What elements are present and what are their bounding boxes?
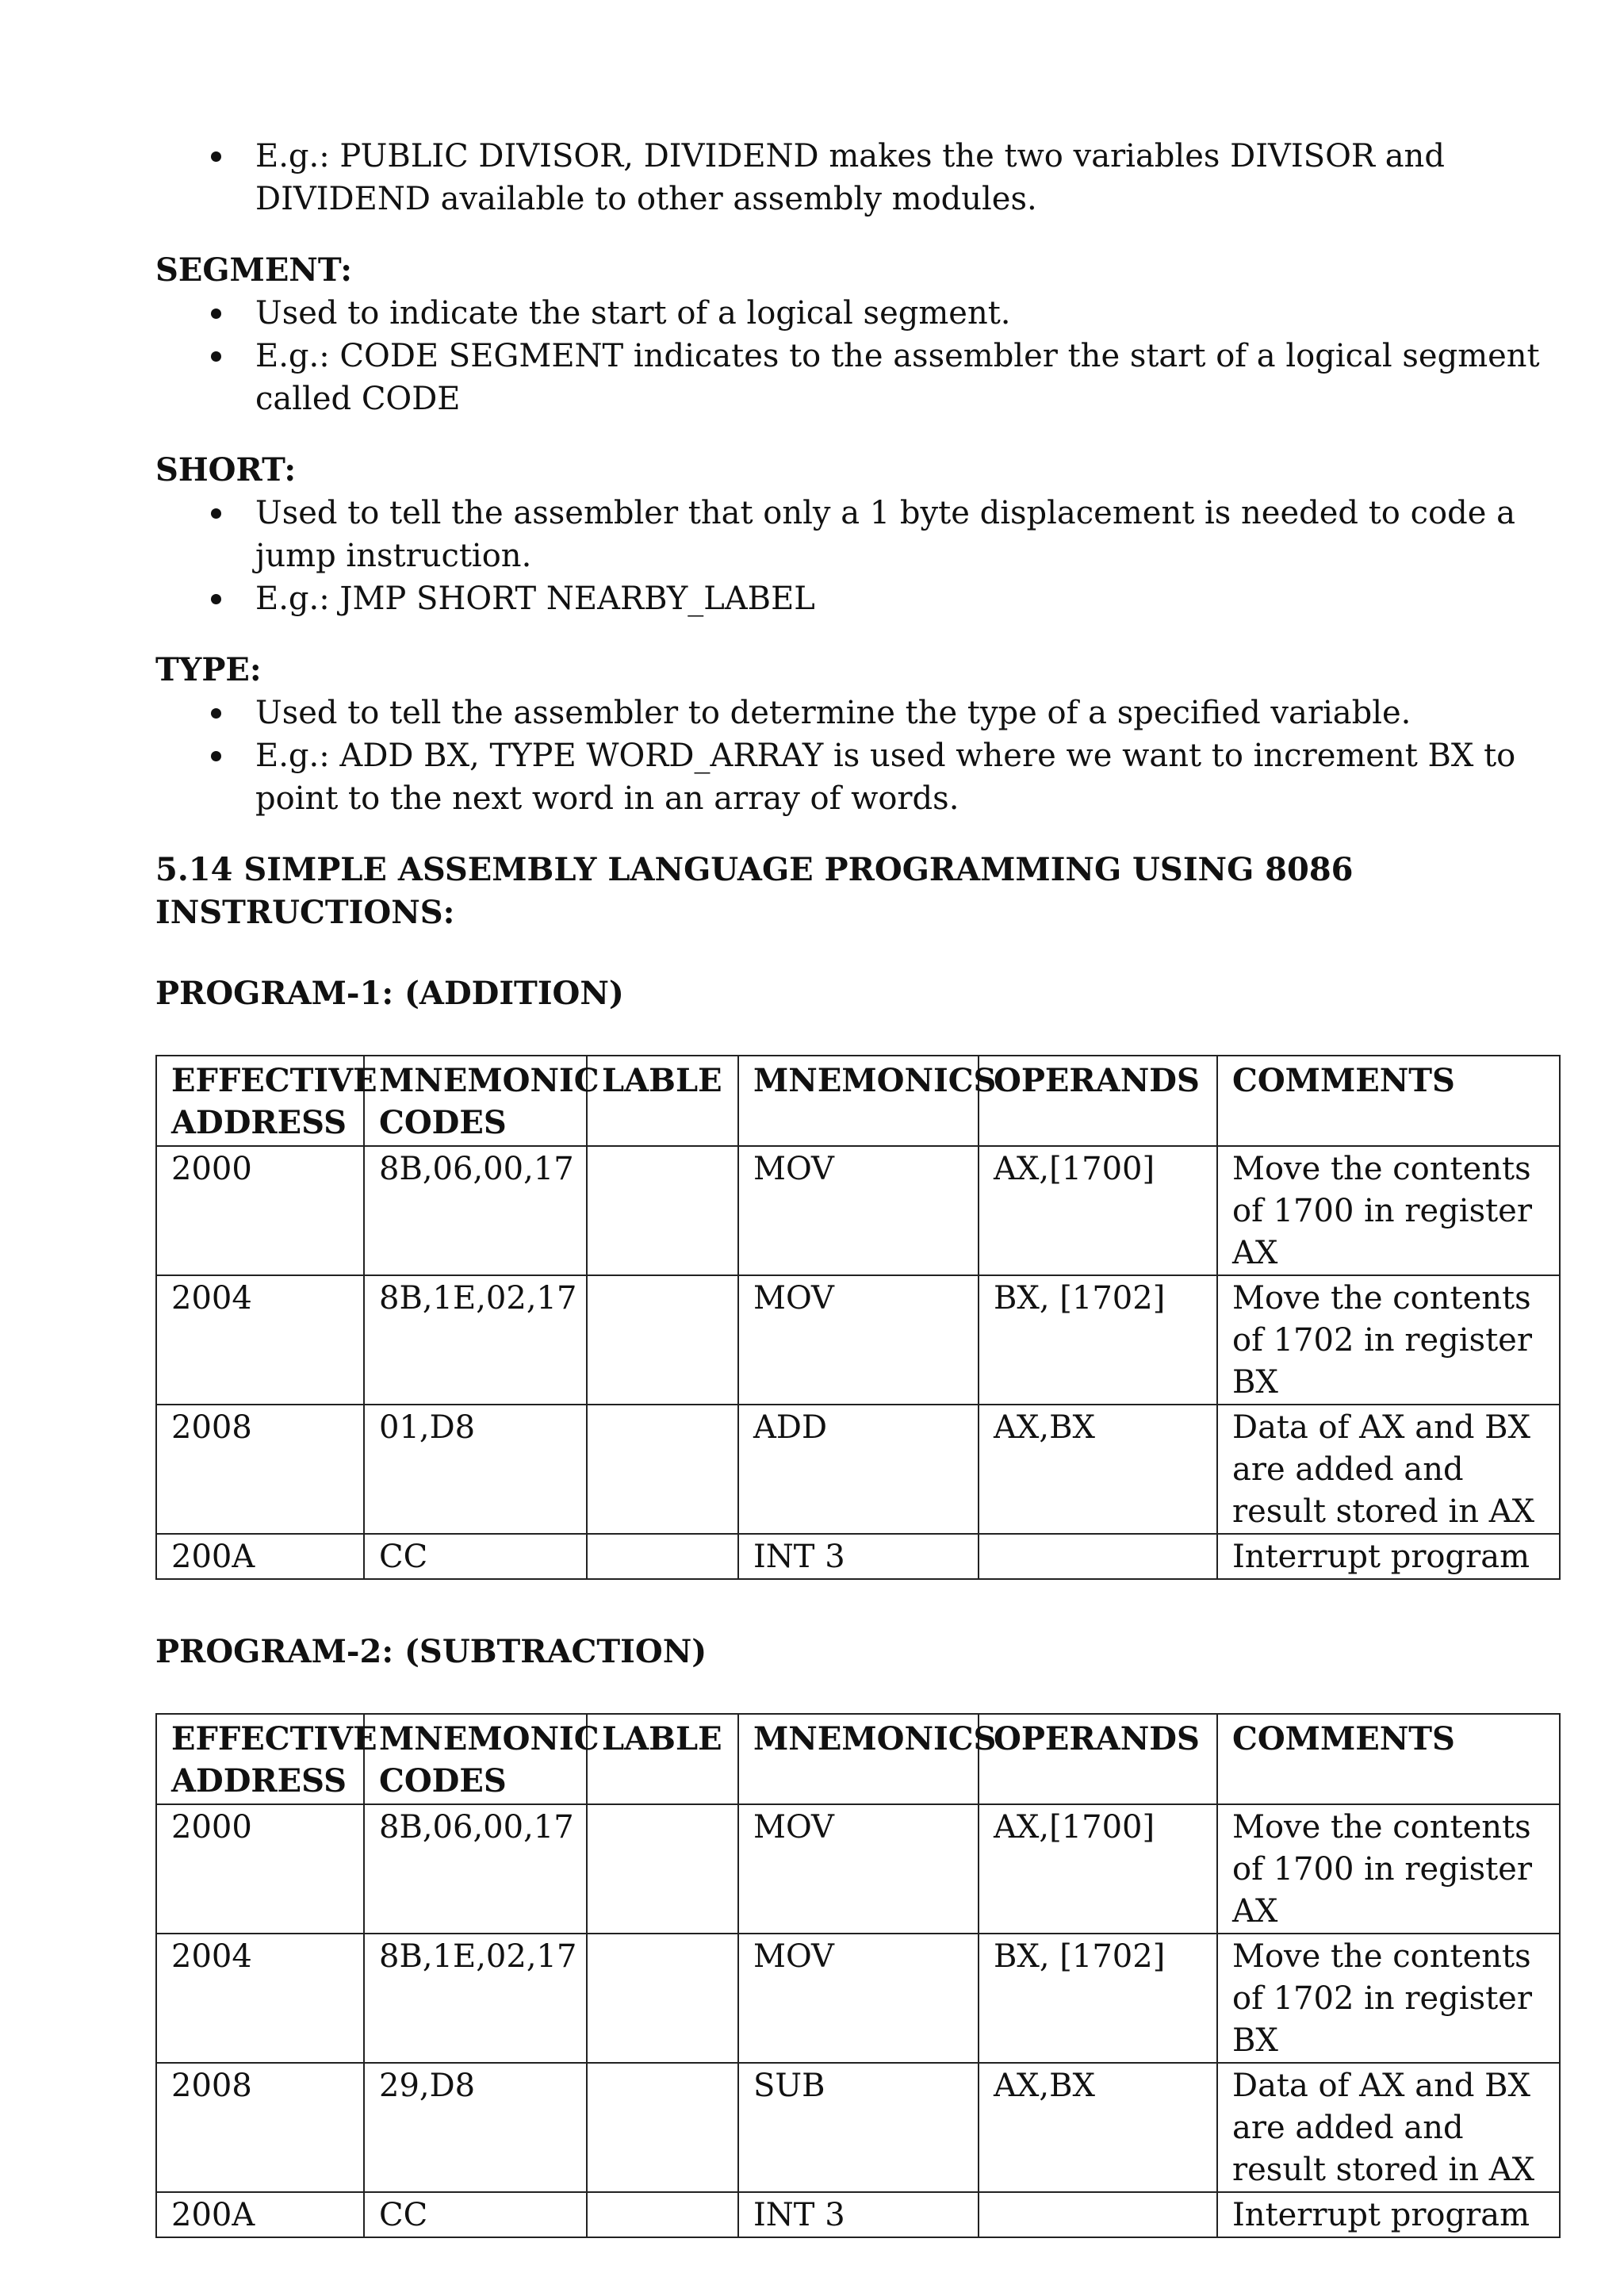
bullet-text: E.g.: PUBLIC DIVISOR, DIVIDEND makes the two variables DIVISOR and DIVIDEND available to other assembly modules. — [255, 138, 1445, 217]
bullet-item — [155, 577, 1559, 620]
cell-address: 2008 — [156, 1405, 364, 1534]
cell-label — [587, 2063, 738, 2192]
bullet-dot-icon — [211, 351, 221, 362]
table-row — [156, 1804, 1560, 1934]
bullet-dot-icon — [211, 508, 221, 519]
bullet-item — [155, 692, 1559, 734]
cell-mnemonic: MOV — [738, 1275, 979, 1405]
directive-bullets — [155, 492, 1559, 620]
cell-comment: Move the contents of 1700 in register AX — [1217, 1146, 1560, 1275]
column-header-effective-address: EFFECTIVE ADDRESS — [156, 1056, 364, 1146]
cell-comment: Interrupt program — [1217, 2192, 1560, 2237]
program-title: PROGRAM-2: (SUBTRACTION) — [155, 1633, 707, 1670]
directive-type — [155, 649, 1559, 820]
bullet-dot-icon — [211, 309, 221, 319]
cell-codes: CC — [364, 2192, 587, 2237]
bullet-text: E.g.: JMP SHORT NEARBY_LABEL — [255, 581, 815, 617]
cell-comment: Move the contents of 1702 in register BX — [1217, 1275, 1560, 1405]
cell-codes: 8B,1E,02,17 — [364, 1934, 587, 2063]
bullet-text: Used to indicate the start of a logical segment. — [255, 295, 1011, 332]
directive-bullets — [155, 692, 1559, 820]
column-header-comments: COMMENTS — [1217, 1714, 1560, 1804]
bullet-item — [155, 292, 1559, 335]
cell-comment: Move the contents of 1700 in register AX — [1217, 1804, 1560, 1934]
column-header-mnemonic-codes: MNEMONIC CODES — [364, 1056, 587, 1146]
cell-address: 200A — [156, 1534, 364, 1579]
document-page — [155, 135, 1559, 2289]
bullet-text: Used to tell the assembler that only a 1 byte displacement is needed to code a jump instruction. — [255, 495, 1515, 574]
bullet-dot-icon — [211, 594, 221, 604]
cell-address: 2004 — [156, 1934, 364, 2063]
table-row — [156, 1405, 1560, 1534]
program-1-table — [155, 1055, 1561, 1580]
cell-mnemonic: ADD — [738, 1405, 979, 1534]
column-header-mnemonics: MNEMONICS — [738, 1056, 979, 1146]
cell-codes: 29,D8 — [364, 2063, 587, 2192]
cell-label — [587, 1804, 738, 1934]
cell-address: 2008 — [156, 2063, 364, 2192]
table-row — [156, 1146, 1560, 1275]
cell-comment: Interrupt program — [1217, 1534, 1560, 1579]
column-header-mnemonics: MNEMONICS — [738, 1714, 979, 1804]
directive-heading: SHORT: — [155, 451, 297, 489]
directive-bullets — [155, 292, 1559, 420]
cell-mnemonic: MOV — [738, 1146, 979, 1275]
bullet-dot-icon — [211, 151, 221, 162]
table-header-row — [156, 1056, 1560, 1146]
cell-operands — [979, 2192, 1217, 2237]
program-2-table — [155, 1713, 1561, 2238]
column-header-operands: OPERANDS — [979, 1056, 1217, 1146]
cell-codes: 8B,06,00,17 — [364, 1804, 587, 1934]
cell-operands: AX,[1700] — [979, 1804, 1217, 1934]
cell-comment: Data of AX and BX are added and result stored in AX — [1217, 2063, 1560, 2192]
cell-address: 2000 — [156, 1804, 364, 1934]
bullet-dot-icon — [211, 708, 221, 719]
cell-mnemonic: SUB — [738, 2063, 979, 2192]
cell-address: 2000 — [156, 1146, 364, 1275]
bullet-item — [155, 335, 1559, 420]
directive-heading: SEGMENT: — [155, 251, 352, 289]
table-header-row — [156, 1714, 1560, 1804]
intro-list — [155, 135, 1559, 220]
cell-label — [587, 1534, 738, 1579]
cell-operands: AX,[1700] — [979, 1146, 1217, 1275]
cell-codes: 01,D8 — [364, 1405, 587, 1534]
column-header-lable: LABLE — [587, 1714, 738, 1804]
cell-mnemonic: INT 3 — [738, 1534, 979, 1579]
bullet-text: Used to tell the assembler to determine the type of a specified variable. — [255, 695, 1411, 731]
column-header-lable: LABLE — [587, 1056, 738, 1146]
bullet-dot-icon — [211, 751, 221, 761]
cell-mnemonic: INT 3 — [738, 2192, 979, 2237]
cell-label — [587, 1934, 738, 2063]
cell-comment: Move the contents of 1702 in register BX — [1217, 1934, 1560, 2063]
program-title: PROGRAM-1: (ADDITION) — [155, 975, 624, 1012]
cell-label — [587, 1275, 738, 1405]
directive-short — [155, 449, 1559, 620]
table-row — [156, 1934, 1560, 2063]
cell-operands: AX,BX — [979, 2063, 1217, 2192]
bullet-item — [155, 734, 1559, 820]
column-header-effective-address: EFFECTIVE ADDRESS — [156, 1714, 364, 1804]
cell-operands: AX,BX — [979, 1405, 1217, 1534]
cell-comment: Data of AX and BX are added and result stored in AX — [1217, 1405, 1560, 1534]
column-header-comments: COMMENTS — [1217, 1056, 1560, 1146]
bullet-text: E.g.: ADD BX, TYPE WORD_ARRAY is used where we want to increment BX to point to the next word in an array of words. — [255, 738, 1516, 817]
column-header-mnemonic-codes: MNEMONIC CODES — [364, 1714, 587, 1804]
directive-heading: TYPE: — [155, 651, 262, 688]
table-row — [156, 2192, 1560, 2237]
cell-address: 2004 — [156, 1275, 364, 1405]
cell-codes: CC — [364, 1534, 587, 1579]
cell-label — [587, 2192, 738, 2237]
cell-label — [587, 1405, 738, 1534]
table-row — [156, 2063, 1560, 2192]
column-header-operands: OPERANDS — [979, 1714, 1217, 1804]
cell-operands: BX, [1702] — [979, 1934, 1217, 2063]
cell-mnemonic: MOV — [738, 1804, 979, 1934]
cell-operands — [979, 1534, 1217, 1579]
cell-codes: 8B,06,00,17 — [364, 1146, 587, 1275]
bullet-item — [155, 135, 1559, 220]
directive-segment — [155, 249, 1559, 420]
cell-codes: 8B,1E,02,17 — [364, 1275, 587, 1405]
bullet-text: E.g.: CODE SEGMENT indicates to the assembler the start of a logical segment called CODE — [255, 338, 1540, 417]
bullet-item — [155, 492, 1559, 577]
cell-mnemonic: MOV — [738, 1934, 979, 2063]
table-row — [156, 1534, 1560, 1579]
cell-label — [587, 1146, 738, 1275]
section-title: 5.14 SIMPLE ASSEMBLY LANGUAGE PROGRAMMING USING 8086 INSTRUCTIONS: — [155, 851, 1354, 931]
cell-operands: BX, [1702] — [979, 1275, 1217, 1405]
cell-address: 200A — [156, 2192, 364, 2237]
table-row — [156, 1275, 1560, 1405]
